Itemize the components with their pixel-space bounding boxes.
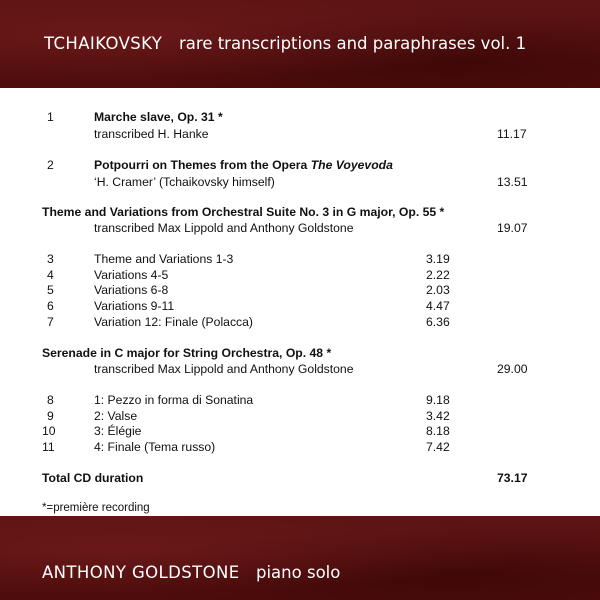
footnote: *=première recording xyxy=(42,502,150,514)
movement-number: 10 xyxy=(42,424,56,438)
movement-title: 1: Pezzo in forma di Sonatina xyxy=(94,393,254,407)
movement-number: 5 xyxy=(47,283,54,297)
track-title xyxy=(94,158,393,173)
movement-duration: 3.42 xyxy=(426,409,450,423)
work-credit: transcribed Max Lippold and Anthony Goldstone xyxy=(94,362,354,376)
movement-title: 4: Finale (Tema russo) xyxy=(94,440,216,454)
movement-duration: 9.18 xyxy=(426,393,450,407)
track-title-italic: The Voyevoda xyxy=(310,158,393,172)
movement-title: Variations 9-11 xyxy=(94,299,175,313)
movement-title: Variations 4-5 xyxy=(94,268,169,282)
track-number: 2 xyxy=(47,158,54,172)
movement-duration: 2.03 xyxy=(426,283,450,297)
movement-duration: 2.22 xyxy=(426,268,450,282)
artist-name: ANTHONY GOLDSTONE xyxy=(42,563,240,582)
work-duration: 19.07 xyxy=(497,221,528,235)
track-number: 1 xyxy=(47,110,54,124)
movement-number: 11 xyxy=(42,440,55,454)
track-credit: ‘H. Cramer’ (Tchaikovsky himself) xyxy=(94,175,275,189)
movement-number: 8 xyxy=(47,393,54,407)
movement-number: 4 xyxy=(47,268,54,282)
movement-title: Variation 12: Finale (Polacca) xyxy=(94,315,253,329)
track-title: Marche slave, Op. 31 * xyxy=(94,110,223,124)
track-title-prefix: Potpourri on Themes from the Opera xyxy=(94,158,311,172)
movement-number: 9 xyxy=(47,409,54,423)
track-credit: transcribed H. Hanke xyxy=(94,127,209,141)
movement-number: 7 xyxy=(47,315,54,329)
work-duration: 29.00 xyxy=(497,362,528,376)
album-subtitle: rare transcriptions and paraphrases vol. 1 xyxy=(179,34,527,53)
movement-number: 6 xyxy=(47,299,54,313)
footer-band xyxy=(0,516,600,600)
movement-title: Theme and Variations 1-3 xyxy=(94,252,234,266)
track-duration: 11.17 xyxy=(497,127,527,141)
artist-role: piano solo xyxy=(256,563,341,582)
movement-title: 3: Élégie xyxy=(94,424,142,438)
movement-duration: 4.47 xyxy=(426,299,450,313)
movement-duration: 3.19 xyxy=(426,252,450,266)
movement-duration: 7.42 xyxy=(426,440,450,454)
movement-number: 3 xyxy=(47,252,54,266)
total-label: Total CD duration xyxy=(42,471,144,485)
movement-title: 2: Valse xyxy=(94,409,138,423)
composer-name: TCHAIKOVSKY xyxy=(44,34,163,53)
movement-duration: 6.36 xyxy=(426,315,450,329)
total-duration: 73.17 xyxy=(497,471,528,485)
work-title: Theme and Variations from Orchestral Suite No. 3 in G major, Op. 55 * xyxy=(42,205,445,219)
work-title: Serenade in C major for String Orchestra, Op. 48 * xyxy=(42,346,332,360)
track-duration: 13.51 xyxy=(497,175,528,189)
movement-title: Variations 6-8 xyxy=(94,283,169,297)
work-credit: transcribed Max Lippold and Anthony Goldstone xyxy=(94,221,354,235)
movement-duration: 8.18 xyxy=(426,424,450,438)
